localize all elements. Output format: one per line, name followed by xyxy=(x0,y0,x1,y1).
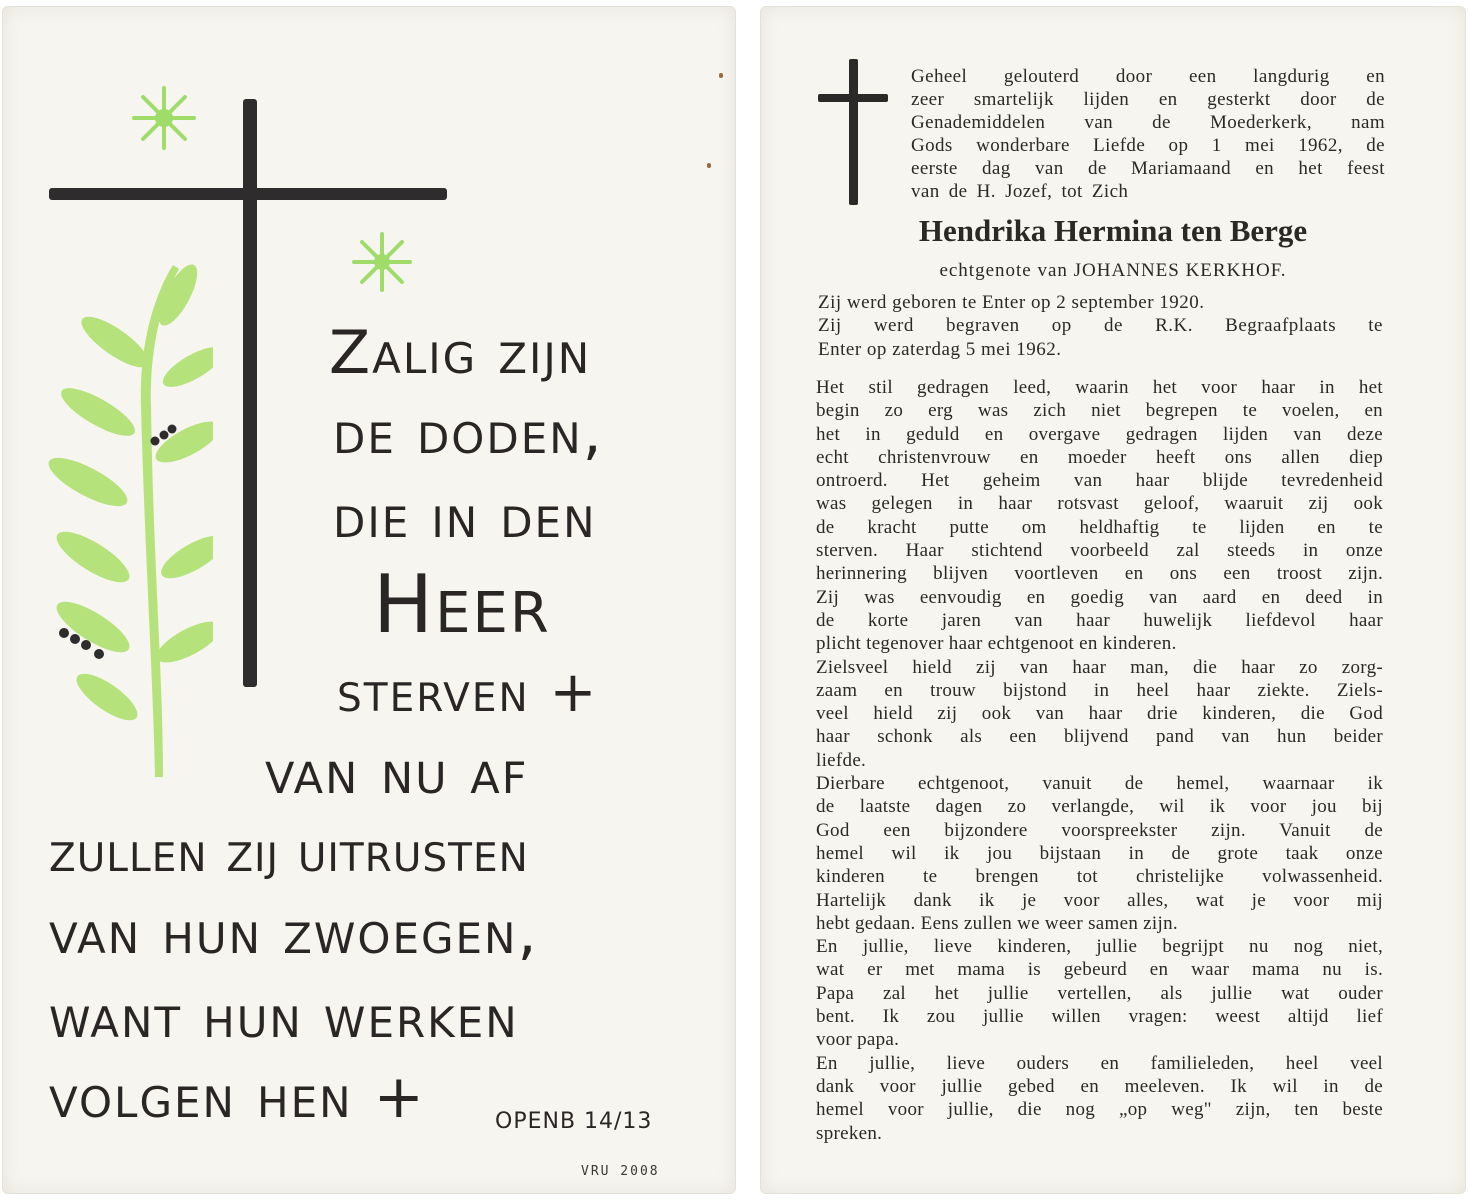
cross-vertical-beam xyxy=(849,59,858,205)
body-line: God een bijzondere voorspreekster zijn. Vanuit de xyxy=(816,819,1383,841)
body-line: was gelegen in haar rotsvast geloof, waaruit zij ook xyxy=(816,493,1383,515)
opening-line: Geheel gelouterd door een langdurig en xyxy=(911,66,1385,87)
body-line: Papa zal het jullie vertellen, als jullie wat ouder xyxy=(816,982,1383,1004)
stain-speck xyxy=(719,73,723,78)
body-line: de laatste dagen zo verlangde, wil ik voor jou bij xyxy=(816,796,1383,818)
verse-line: van nu af xyxy=(265,735,529,808)
deceased-name: Hendrika Hermina ten Berge xyxy=(918,213,1308,248)
body-line: liefde. xyxy=(816,749,867,771)
body-line: Dierbare echtgenoot, vanuit de hemel, waarnaar ik xyxy=(816,773,1383,795)
body-line: bent. Ik zou jullie willen vragen: weest altijd lief xyxy=(816,1006,1383,1028)
body-line: begin zo erg was zich niet begrepen te voelen, en xyxy=(816,400,1383,422)
dates-line: Zij werd begraven op de R.K. Begraafplaats te xyxy=(818,315,1383,337)
body-line: hebt gedaan. Eens zullen we weer samen zijn. xyxy=(816,912,1178,934)
body-line: Het stil gedragen leed, waarin het voor haar in het xyxy=(816,377,1383,398)
body-line: En jullie, lieve kinderen, jullie begrijpt nu nog niet, xyxy=(816,936,1383,958)
verse-line: Heer xyxy=(373,558,551,651)
body-line: hemel wil ik jou bijstaan in de grote taak onze xyxy=(816,842,1383,864)
verse-line: zullen zij uitrusten xyxy=(49,820,529,885)
body-line: dank voor jullie gebed en meeleven. Ik wil in de xyxy=(816,1075,1383,1097)
body-line: spreken. xyxy=(816,1122,883,1144)
verse-line: sterven + xyxy=(337,660,599,725)
body-line: veel hield zij ook van haar drie kinderen, die God xyxy=(816,703,1383,725)
verse-line: de doden, xyxy=(333,398,604,468)
bible-reference: OPENB 14/13 xyxy=(495,1109,653,1134)
back-card xyxy=(760,6,1466,1194)
verse-line: van hun zwoegen, xyxy=(49,898,539,968)
cross-horizontal-beam xyxy=(49,188,447,200)
body-line: haar schonk als een blijvend pand van hun beider xyxy=(816,726,1383,748)
body-line: En jullie, lieve ouders en familieleden, heel veel xyxy=(816,1052,1383,1074)
opening-line: zeer smartelijk lijden en gesterkt door de xyxy=(911,89,1385,111)
body-line: plicht tegenover haar echtgenoot en kinderen. xyxy=(816,633,1177,655)
body-line: ontroerd. Het geheim van haar blijde tevredenheid xyxy=(816,470,1383,492)
opening-line: eerste dag van de Mariamaand en het feest xyxy=(911,158,1385,180)
verse-line: volgen hen + xyxy=(49,1062,426,1132)
stain-speck xyxy=(707,163,711,168)
body-line: zaam en trouw bijstond in heel haar ziekte. Ziels- xyxy=(816,679,1383,701)
dates-paragraph xyxy=(818,291,1383,361)
opening-line: Gods wonderbare Liefde op 1 mei 1962, de xyxy=(911,135,1385,157)
star-icon xyxy=(129,83,199,153)
body-line: de kracht putte om heldhaftig te lijden en te xyxy=(816,516,1383,538)
olive-branch-icon xyxy=(23,257,213,797)
cross-horizontal-beam xyxy=(818,94,888,102)
body-line: Hartelijk dank ik je voor alles, wat je voor mij xyxy=(816,889,1383,911)
body-line: Zielsveel hield zij van haar man, die haar zo zorg- xyxy=(816,656,1383,678)
body-line: sterven. Haar stichtend voorbeeld zal steeds in onze xyxy=(816,540,1383,562)
verse-line: Zalig zijn xyxy=(329,318,592,388)
body-line: echt christenvrouw en moeder heeft ons allen diep xyxy=(816,446,1383,468)
body-line: wat er met mama is gebeurd en waar mama nu is. xyxy=(816,959,1383,981)
opening-line: Genademiddelen van de Moederkerk, nam xyxy=(911,112,1385,134)
body-line: herinnering blijven voortleven en ons een troost zijn. xyxy=(816,563,1383,585)
body-line: hemel voor jullie, die nog „op weg" zijn, ten beste xyxy=(816,1099,1383,1121)
body-text xyxy=(816,376,1383,1145)
body-line: Zij was eenvoudig en goedig van aard en deed in xyxy=(816,586,1383,608)
star-icon xyxy=(349,229,415,295)
body-line: voor papa. xyxy=(816,1029,900,1051)
body-line: de korte jaren van haar huwelijk liefdevol haar xyxy=(816,609,1383,631)
body-line: het in geduld en overgave gedragen lijden van deze xyxy=(816,423,1383,445)
spouse-line: echtgenote van JOHANNES KERKHOF. xyxy=(939,260,1287,281)
dates-line: Enter op zaterdag 5 mei 1962. xyxy=(818,338,1062,360)
front-card xyxy=(2,6,736,1194)
verse-line: die in den xyxy=(333,482,597,552)
dates-line: Zij werd geboren te Enter op 2 september 1920. xyxy=(818,292,1205,313)
printer-code: VRU 2008 xyxy=(581,1164,660,1179)
opening-line: van de H. Jozef, tot Zich xyxy=(911,181,1129,203)
opening-paragraph xyxy=(911,65,1385,204)
verse-line: want hun werken xyxy=(49,982,519,1052)
body-line: kinderen te brengen tot christelijke volwassenheid. xyxy=(816,866,1383,888)
